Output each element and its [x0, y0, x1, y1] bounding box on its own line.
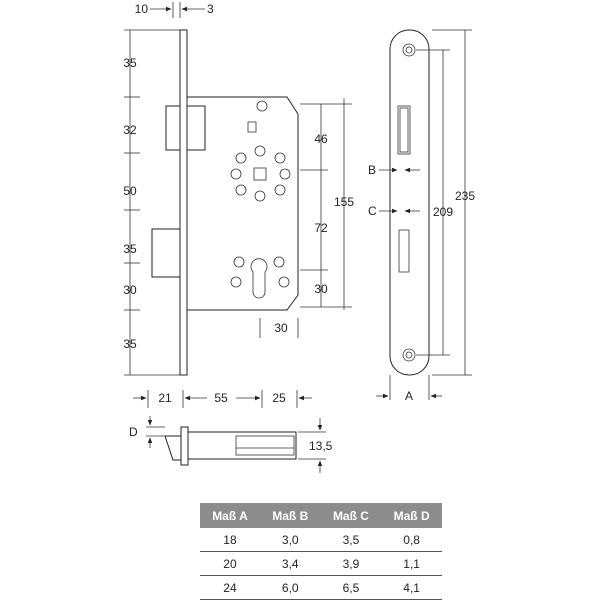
dim-top-10: 10 — [134, 2, 148, 16]
dim-left-35-top: 35 — [123, 56, 137, 70]
dim-bottom-55: 55 — [214, 391, 228, 405]
dim-left-50: 50 — [123, 184, 137, 198]
table-cell: 20 — [200, 552, 260, 576]
table-cell: 3,9 — [321, 552, 382, 576]
header-mass-c: Maß C — [321, 503, 382, 528]
header-mass-a: Maß A — [200, 503, 260, 528]
dim-left-32: 32 — [123, 123, 137, 137]
dim-right-72: 72 — [314, 221, 328, 235]
dim-inner-209: 209 — [432, 205, 454, 219]
right-dimension-chain — [300, 98, 354, 310]
label-c: C — [368, 204, 377, 218]
header-mass-b: Maß B — [260, 503, 321, 528]
table-cell: 3,0 — [260, 528, 321, 552]
dim-right-46: 46 — [314, 132, 328, 146]
table-cell: 24 — [200, 576, 260, 600]
table-cell: 6,5 — [321, 576, 382, 600]
end-latch — [165, 436, 181, 460]
table-row — [200, 552, 442, 576]
front-view — [390, 30, 429, 400]
table-cell: 4,1 — [381, 576, 442, 600]
label-b: B — [368, 163, 377, 177]
dim-bottom-25: 25 — [272, 391, 286, 405]
label-a: A — [404, 389, 414, 403]
dimensions-table — [200, 503, 442, 600]
table-row — [200, 576, 442, 600]
left-dimension-chain — [123, 30, 180, 375]
table-header-row — [200, 503, 442, 528]
bottom-dimensions — [133, 390, 312, 408]
header-mass-d: Maß D — [381, 503, 442, 528]
table-cell: 18 — [200, 528, 260, 552]
dim-top-3: 3 — [207, 2, 214, 16]
label-d: D — [129, 425, 138, 439]
table-cell: 0,8 — [381, 528, 442, 552]
end-faceplate — [181, 427, 188, 465]
dim-total-155: 155 — [333, 195, 355, 209]
table-cell: 6,0 — [260, 576, 321, 600]
dead-bolt — [152, 229, 180, 277]
dim-outer-235: 235 — [454, 189, 476, 203]
faceplate-front — [390, 30, 429, 375]
dim-left-35-bottom: 35 — [123, 337, 137, 351]
top-dimensions — [135, 2, 214, 18]
table-cell: 3,5 — [321, 528, 382, 552]
dim-right-30: 30 — [314, 282, 328, 296]
end-view — [129, 416, 333, 473]
keyhole-offset-dimension — [260, 318, 298, 338]
faceplate — [180, 30, 187, 375]
dim-left-35-mid: 35 — [123, 242, 137, 256]
dim-depth-13-5: 13,5 — [309, 439, 333, 453]
dim-bottom-21: 21 — [158, 391, 172, 405]
dim-left-30: 30 — [123, 283, 137, 297]
dim-keyhole-30: 30 — [274, 321, 288, 335]
table-cell: 1,1 — [381, 552, 442, 576]
table-cell: 3,4 — [260, 552, 321, 576]
table-row — [200, 528, 442, 552]
